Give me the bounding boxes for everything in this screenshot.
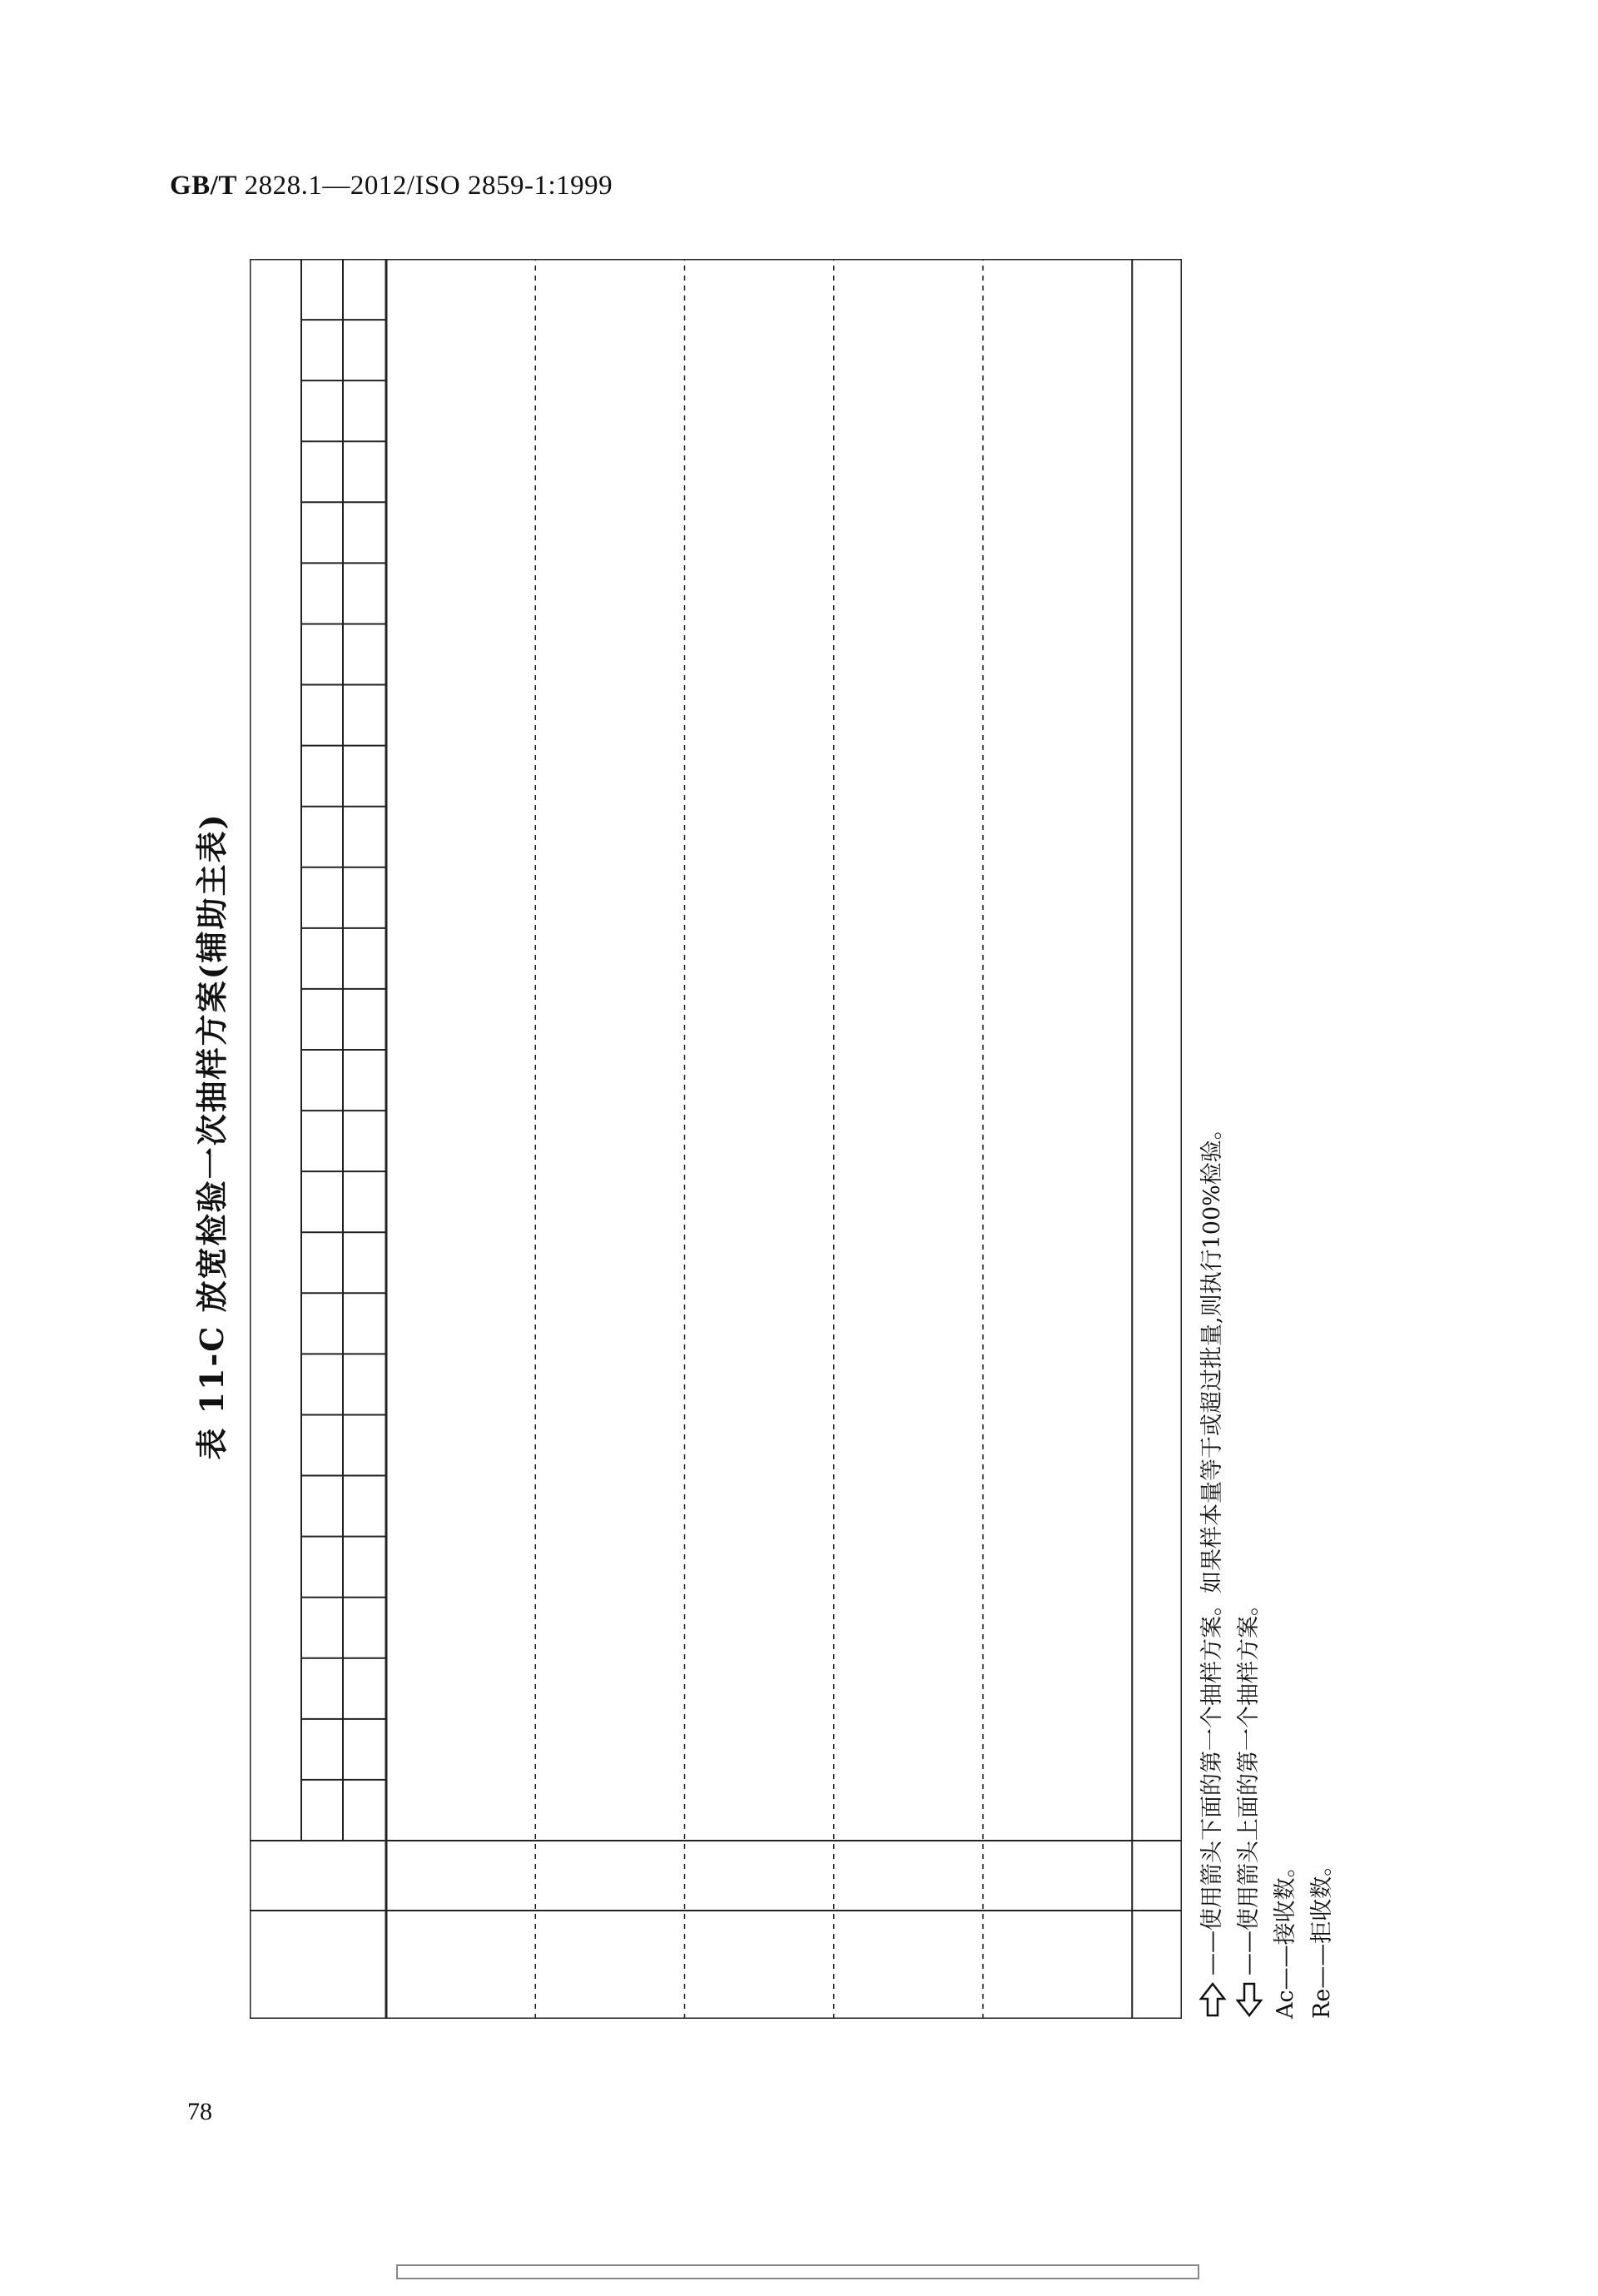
aql-level-1 [301, 1719, 343, 1780]
sample-size [983, 1841, 1033, 1911]
down-arrow-icon [1198, 1980, 1228, 2019]
ac-re-label [343, 807, 386, 867]
sample-size-code [436, 1911, 486, 2019]
aql-level-17 [301, 746, 343, 807]
ac-re-label [343, 1719, 386, 1780]
aql-level-4 [301, 1537, 343, 1598]
aql-level-11 [301, 1111, 343, 1171]
note-up-arrow: ——使用箭头上面的第一个抽样方案。 [1231, 271, 1268, 2019]
sample-size [1132, 1841, 1182, 1911]
aql-level-16 [301, 807, 343, 867]
ac-re-label [343, 1111, 386, 1171]
sample-size-code [933, 1911, 983, 2019]
page-number: 78 [187, 2098, 212, 2125]
table-grid-lines [250, 259, 1182, 2019]
sample-size-code [535, 1911, 585, 2019]
sampling-plan-table [250, 259, 1182, 2019]
ac-re-label [343, 1171, 386, 1232]
sample-size-code [486, 1911, 536, 2019]
ac-re-label [343, 928, 386, 989]
ac-re-label [343, 867, 386, 928]
ac-re-label [343, 1050, 386, 1111]
sample-size-code [784, 1911, 834, 2019]
sample-size-code [884, 1911, 934, 2019]
sample-size [1083, 1841, 1133, 1911]
sample-size [834, 1841, 884, 1911]
aql-level-23 [301, 380, 343, 441]
aql-level-22 [301, 441, 343, 502]
aql-level-12 [301, 1050, 343, 1111]
ac-re-label [343, 1658, 386, 1719]
aql-level-3 [301, 1598, 343, 1658]
ac-re-label [343, 259, 386, 320]
column-header-code [250, 1911, 353, 2019]
sample-size-code [635, 1911, 685, 2019]
note-re: Re——拒收数。 [1309, 1853, 1335, 2019]
sample-size [685, 1841, 735, 1911]
aql-level-20 [301, 563, 343, 624]
sample-size-code [983, 1911, 1033, 2019]
aql-title [250, 259, 301, 1841]
sample-size-code [585, 1911, 635, 2019]
note-ac: Ac——接收数。 [1273, 1855, 1298, 2019]
ac-re-label [343, 502, 386, 563]
sample-size-code [386, 1911, 436, 2019]
sample-size [1033, 1841, 1083, 1911]
ac-re-label [343, 1476, 386, 1537]
aql-level-7 [301, 1354, 343, 1414]
aql-level-24 [301, 320, 343, 380]
aql-level-6 [301, 1414, 343, 1475]
sample-size-code [1083, 1911, 1133, 2019]
ac-re-label [343, 563, 386, 624]
aql-level-15 [301, 867, 343, 928]
sample-size-code [685, 1911, 735, 2019]
sample-size [884, 1841, 934, 1911]
sample-size [386, 1841, 436, 1911]
ac-re-label [343, 685, 386, 746]
aql-level-14 [301, 928, 343, 989]
ac-re-label [343, 380, 386, 441]
ac-re-label [343, 1537, 386, 1598]
rotated-table-block [175, 125, 1357, 2148]
sample-size-code [834, 1911, 884, 2019]
column-header-size [250, 1841, 353, 1911]
footer-bar [396, 2264, 1199, 2279]
sample-size [585, 1841, 635, 1911]
sample-size-code [1033, 1911, 1083, 2019]
sample-size-code [734, 1911, 784, 2019]
aql-level-21 [301, 502, 343, 563]
aql-level-5 [301, 1476, 343, 1537]
aql-level-2 [301, 1658, 343, 1719]
running-head: GB/T 2828.1—2012/ISO 2859-1:1999 [170, 171, 613, 201]
aql-level-19 [301, 624, 343, 684]
ac-re-label [343, 1354, 386, 1414]
ac-re-label [343, 624, 386, 684]
sample-size-code [1132, 1911, 1182, 2019]
aql-level-8 [301, 1293, 343, 1354]
ac-re-label [343, 746, 386, 807]
ac-re-label [343, 320, 386, 380]
ac-re-label [343, 1780, 386, 1841]
ac-re-label [343, 1414, 386, 1475]
sample-size [734, 1841, 784, 1911]
aql-level-25 [301, 259, 343, 320]
up-arrow-icon [1234, 1980, 1264, 2019]
ac-re-label [343, 1232, 386, 1293]
aql-level-9 [301, 1232, 343, 1293]
sample-size [486, 1841, 536, 1911]
table-caption: 表 11-C 放宽检验一次抽样方案(辅助主表) [193, 813, 231, 1460]
note-down-arrow: ——使用箭头下面的第一个抽样方案。如果样本量等于或超过批量,则执行100%检验。 [1194, 271, 1231, 2019]
aql-level-18 [301, 685, 343, 746]
sample-size [784, 1841, 834, 1911]
ac-re-label [343, 1293, 386, 1354]
sample-size [933, 1841, 983, 1911]
ac-re-label [343, 441, 386, 502]
aql-level-10 [301, 1171, 343, 1232]
aql-level-13 [301, 989, 343, 1050]
ac-re-label [343, 1598, 386, 1658]
table-notes [1194, 271, 1341, 2019]
sample-size [535, 1841, 585, 1911]
ac-re-label [343, 989, 386, 1050]
sample-size [436, 1841, 486, 1911]
sample-size [635, 1841, 685, 1911]
aql-level-0 [301, 1780, 343, 1841]
